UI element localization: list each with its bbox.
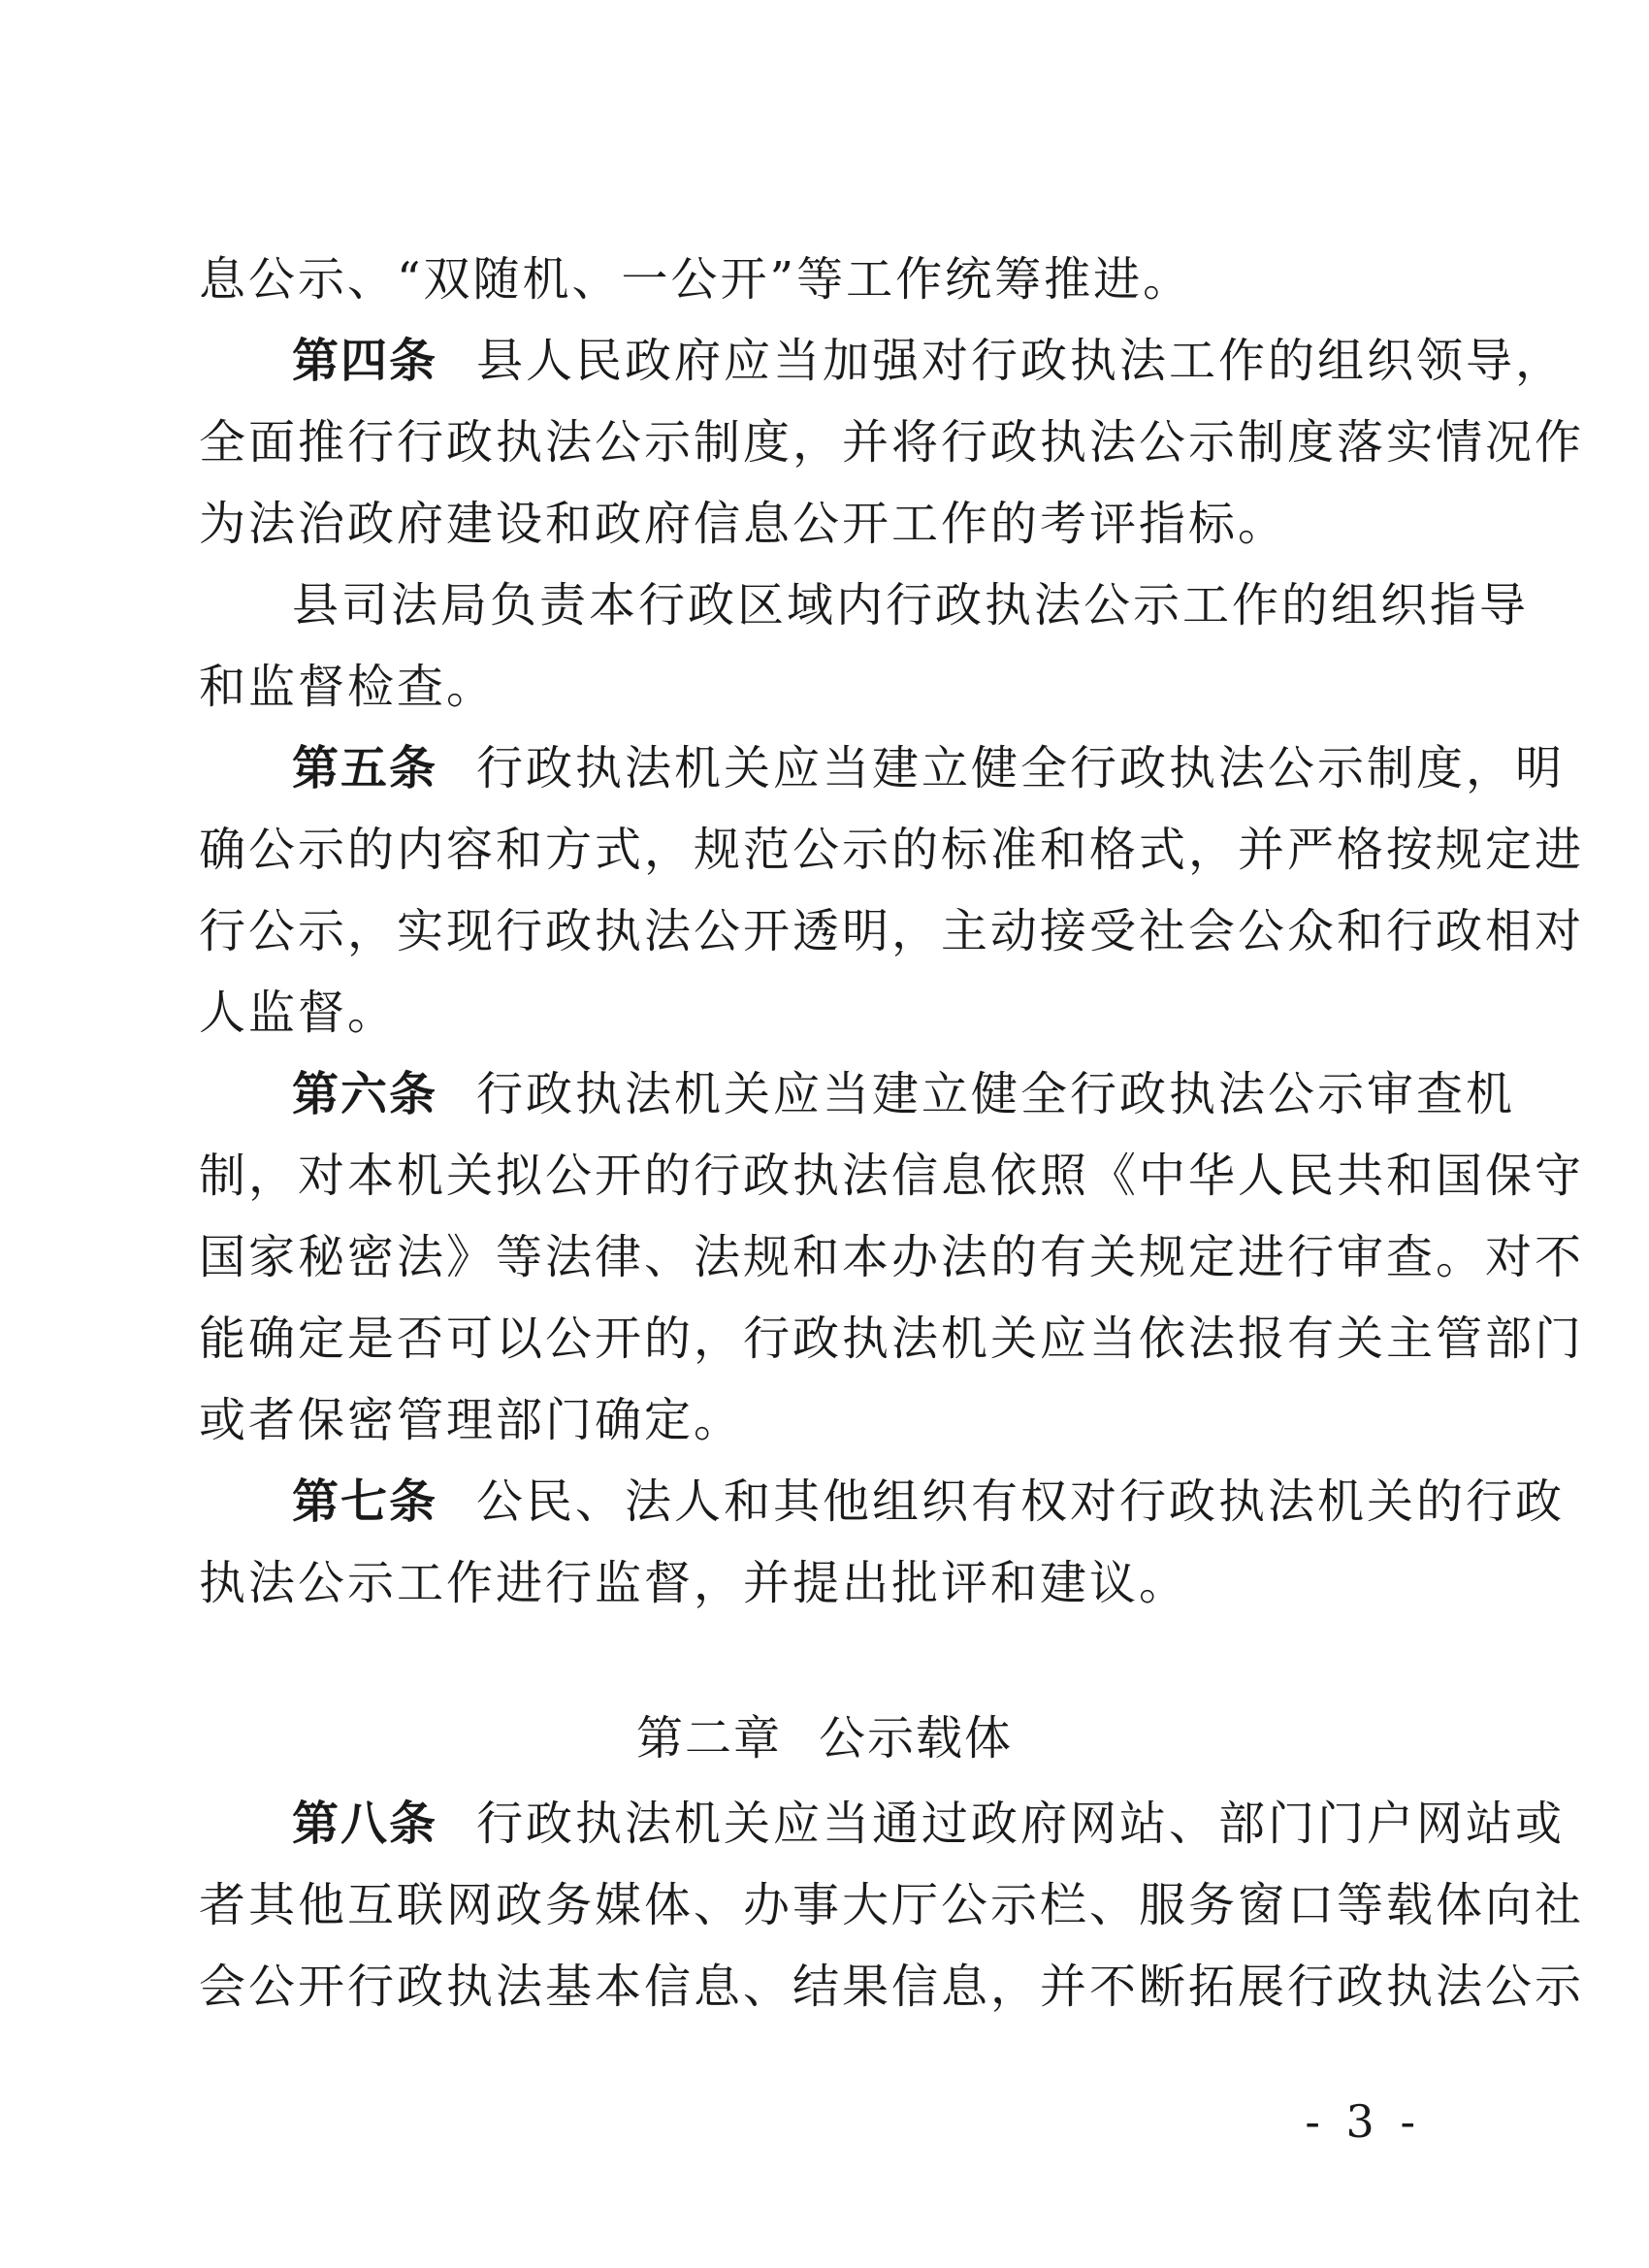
text-line: 息公示、“双随机、一公开”等工作统筹推进。	[199, 252, 1193, 307]
text-line: 制，对本机关拟公开的行政执法信息依照《中华人民共和国保守	[199, 1149, 1585, 1203]
article-text: 县人民政府应当加强对行政执法工作的组织领导，	[476, 334, 1566, 388]
chapter-heading	[0, 1698, 1649, 1779]
text-line: 或者保密管理部门确定。	[199, 1393, 744, 1447]
text-line: 为法治政府建设和政府信息公开工作的考评指标。	[199, 497, 1288, 551]
article-8-line	[199, 1783, 1566, 1864]
article-text: 行政执法机关应当建立健全行政执法公示审查机	[476, 1067, 1516, 1121]
article-label: 第八条	[292, 1797, 438, 1851]
article-text: 行政执法机关应当建立健全行政执法公示制度，明	[476, 741, 1566, 795]
page-number: - 3 -	[1305, 2095, 1421, 2148]
text-line: 执法公示工作进行监督，并提出批评和建议。	[199, 1556, 1189, 1610]
section-two-body	[199, 1783, 1585, 2027]
text-line: 和监督检查。	[199, 660, 497, 714]
paragraph-first-line: 县司法局负责本行政区域内行政执法公示工作的组织指导	[292, 578, 1530, 632]
article-text: 公民、法人和其他组织有权对行政执法机关的行政	[476, 1474, 1566, 1529]
article-text: 行政执法机关应当通过政府网站、部门门户网站或	[476, 1797, 1566, 1851]
article-label: 第六条	[292, 1067, 438, 1121]
section-one-body	[199, 239, 1585, 1624]
article-label: 第七条	[292, 1474, 438, 1529]
article-7-line	[199, 1461, 1566, 1542]
text-line: 能确定是否可以公开的，行政执法机关应当依法报有关主管部门	[199, 1312, 1585, 1366]
article-5-line	[199, 728, 1566, 809]
text-line: 确公示的内容和方式，规范公示的标准和格式，并严格按规定进	[199, 823, 1585, 877]
text-line: 全面推行行政执法公示制度，并将行政执法公示制度落实情况作	[199, 415, 1585, 470]
text-line: 人监督。	[199, 986, 398, 1040]
chapter-title: 公示载体	[819, 1711, 1014, 1766]
article-6-line	[199, 1053, 1516, 1135]
text-line: 会公开行政执法基本信息、结果信息，并不断拓展行政执法公示	[199, 1960, 1585, 2014]
chapter-number: 第二章	[635, 1711, 782, 1766]
article-4-line	[199, 320, 1566, 402]
article-label: 第四条	[292, 334, 438, 388]
article-label: 第五条	[292, 741, 438, 795]
text-line: 行公示，实现行政执法公开透明，主动接受社会公众和行政相对	[199, 904, 1585, 958]
text-line: 国家秘密法》等法律、法规和本办法的有关规定进行审查。对不	[199, 1230, 1585, 1284]
text-line: 者其他互联网政务媒体、办事大厅公示栏、服务窗口等载体向社	[199, 1878, 1585, 1932]
